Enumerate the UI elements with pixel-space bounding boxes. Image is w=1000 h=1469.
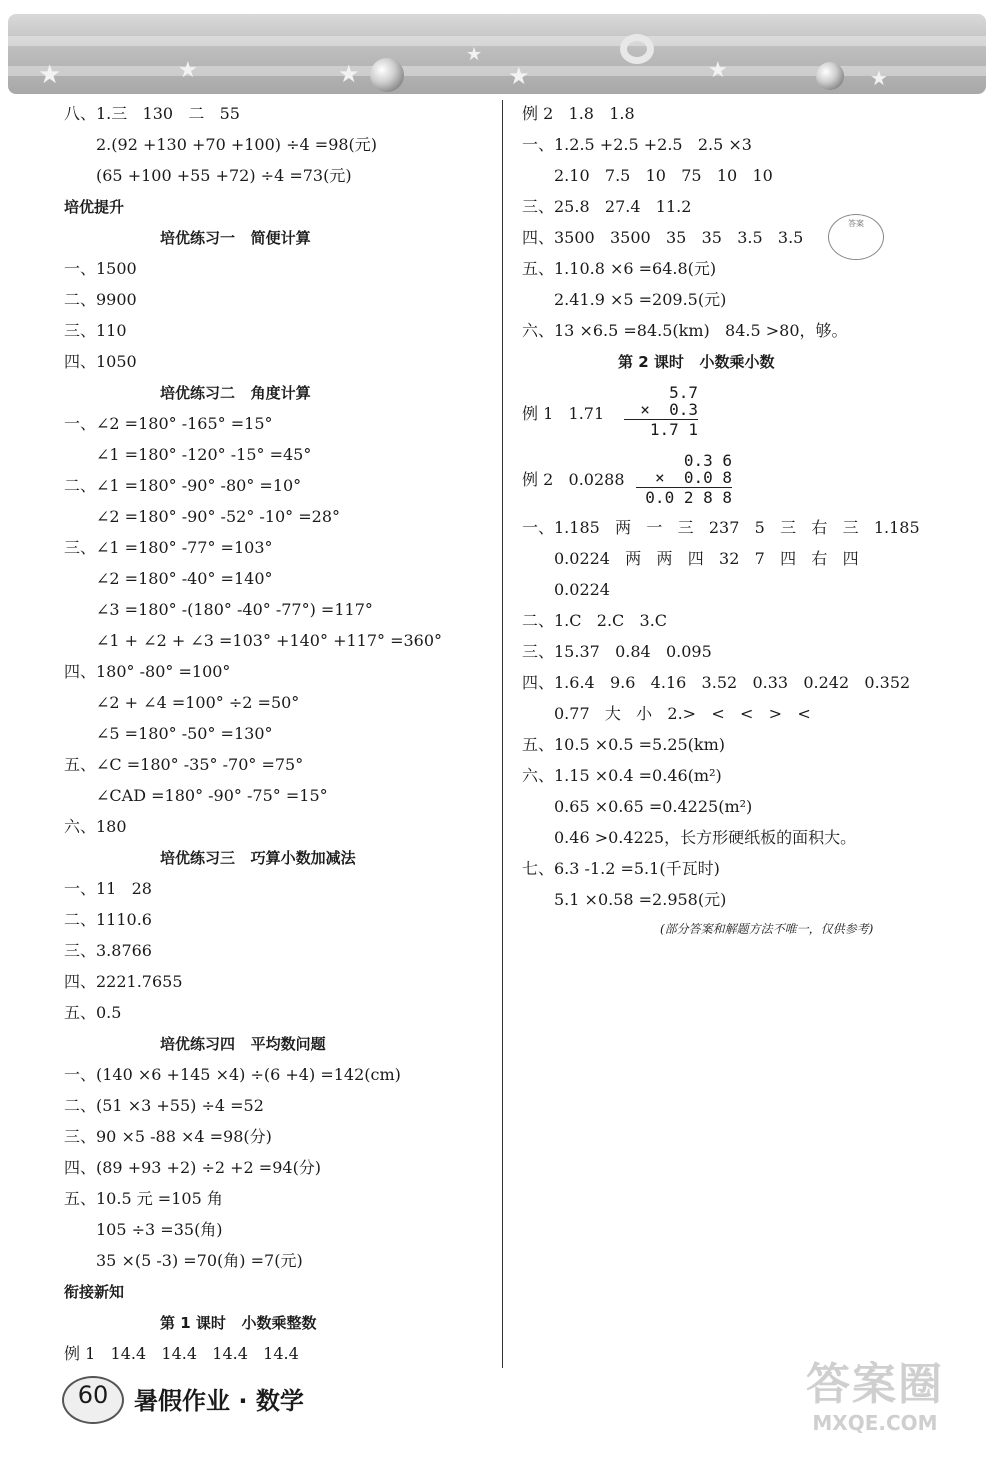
answer-line: 二、(51 ×3 +55) ÷4 =52 [64, 1096, 264, 1115]
answer-line: 2.(92 +130 +70 +100) ÷4 =98(元) [96, 135, 378, 154]
section-title: 培优提升 [64, 198, 125, 216]
answer-line: 一、1.2.5 +2.5 +2.5 2.5 ×3 [522, 135, 752, 154]
beach-ball-icon [370, 58, 404, 92]
product: 0.0 2 8 8 [645, 488, 732, 507]
product: 1.7 1 [649, 420, 698, 439]
example-2-label: 例 2 0.0288 [522, 470, 625, 489]
answer-line: 2.41.9 ×5 =209.5(元) [554, 290, 727, 309]
section-heading: 第 1 课时 小数乘整数 [160, 1314, 317, 1332]
watermark-small: MXQE.COM [812, 1411, 938, 1435]
answer-line: 例 2 1.8 1.8 [522, 104, 635, 123]
answer-line: 六、180 [64, 817, 127, 836]
answer-line: 五、10.5 元 =105 角 [64, 1189, 223, 1208]
star-icon: ★ [708, 58, 728, 83]
answer-line: (65 +100 +55 +72) ÷4 =73(元) [96, 166, 352, 185]
swim-ring-icon [620, 34, 654, 64]
answer-line: 三、∠1 =180° -77° =103° [64, 538, 273, 557]
section-title: 衔接新知 [64, 1283, 125, 1301]
section-heading: 第 2 课时 小数乘小数 [618, 353, 775, 371]
stamp-label: 答案 [848, 219, 864, 228]
answer-line: 2.10 7.5 10 75 10 10 [554, 166, 773, 185]
answer-line: 六、13 ×6.5 =84.5(km) 84.5 >80，够。 [522, 321, 848, 340]
watermark-big: 答案圈 [806, 1359, 944, 1410]
star-icon: ★ [508, 62, 530, 90]
star-icon: ★ [338, 60, 360, 88]
answer-line: 四、3500 3500 35 35 3.5 3.5 [522, 228, 804, 247]
star-icon: ★ [178, 58, 198, 83]
answer-line: 六、1.15 ×0.4 =0.46(m²) [522, 766, 722, 785]
answer-line: ∠2 + ∠4 =100° ÷2 =50° [96, 693, 300, 712]
answer-line: 一、1500 [64, 259, 137, 278]
answer-line: 0.0224 [554, 580, 610, 599]
answer-line: 一、1.185 两 一 三 237 5 三 右 三 1.185 [522, 518, 920, 537]
multiplicand: 5.7 [669, 383, 698, 402]
answer-line: 三、25.8 27.4 11.2 [522, 197, 692, 216]
answer-line: 例 1 14.4 14.4 14.4 14.4 [64, 1344, 299, 1363]
answer-line: 105 ÷3 =35(角) [96, 1220, 223, 1239]
answer-line: 三、3.8766 [64, 941, 152, 960]
answer-line: ∠1 =180° -120° -15° =45° [96, 445, 312, 464]
page-number-badge [62, 1376, 124, 1424]
answer-line: 四、2221.7655 [64, 972, 183, 991]
section-heading: 培优练习一 简便计算 [160, 229, 311, 247]
answer-line: 七、6.3 -1.2 =5.1(千瓦时) [522, 859, 720, 878]
star-icon: ★ [38, 60, 62, 90]
example-2-vertical-multiplication [636, 452, 732, 506]
multiplicand: 0.3 6 [683, 451, 732, 470]
answer-line: 一、11 28 [64, 879, 152, 898]
answer-line: 二、1110.6 [64, 910, 152, 929]
example-1-label: 例 1 1.71 [522, 404, 605, 423]
answer-line: 四、1.6.4 9.6 4.16 3.52 0.33 0.242 0.352 [522, 673, 911, 692]
answer-line: 0.77 大 小 2.> < < > < [554, 704, 811, 723]
answer-line: 五、1.10.8 ×6 =64.8(元) [522, 259, 717, 278]
answer-line: ∠2 =180° -90° -52° -10° =28° [96, 507, 341, 526]
example-1-vertical-multiplication [624, 384, 698, 438]
answer-line: ∠3 =180° -(180° -40° -77°) =117° [96, 600, 373, 619]
star-icon: ★ [870, 66, 888, 90]
answer-line: 0.46 >0.4225，长方形硬纸板的面积大。 [554, 828, 857, 847]
watermark-logo [780, 1359, 970, 1439]
section-heading: 培优练习二 角度计算 [160, 384, 311, 402]
answer-line: 0.0224 两 两 四 32 7 四 右 四 [554, 549, 859, 568]
beach-ball-icon [816, 62, 844, 90]
multiplier: × 0.3 [640, 400, 698, 419]
answer-line: 二、9900 [64, 290, 137, 309]
answer-line: 四、180° -80° =100° [64, 662, 231, 681]
section-heading: 培优练习四 平均数问题 [160, 1035, 326, 1053]
answer-line: 三、90 ×5 -88 ×4 =98(分) [64, 1127, 272, 1146]
answer-line: 五、∠C =180° -35° -70° =75° [64, 755, 304, 774]
answer-line: 三、15.37 0.84 0.095 [522, 642, 712, 661]
answer-line: ∠2 =180° -40° =140° [96, 569, 273, 588]
answer-line: 5.1 ×0.58 =2.958(元) [554, 890, 727, 909]
answer-line: ∠CAD =180° -90° -75° =15° [96, 786, 328, 805]
answer-line: 四、1050 [64, 352, 137, 371]
column-divider [502, 100, 503, 1368]
answer-line: 35 ×(5 -3) =70(角) =7(元) [96, 1251, 303, 1270]
answer-line: 一、(140 ×6 +145 ×4) ÷(6 +4) =142(cm) [64, 1065, 401, 1084]
banner-wave [8, 36, 986, 46]
answer-line: 二、∠1 =180° -90° -80° =10° [64, 476, 302, 495]
star-icon: ★ [466, 44, 483, 65]
answer-line: 四、(89 +93 +2) ÷2 +2 =94(分) [64, 1158, 322, 1177]
answer-line: ∠1 + ∠2 + ∠3 =103° +140° +117° =360° [96, 631, 443, 650]
answer-line: 五、10.5 ×0.5 =5.25(km) [522, 735, 726, 754]
answer-line: 八、1.三 130 二 55 [64, 104, 240, 123]
answer-line: 五、0.5 [64, 1003, 122, 1022]
footer-title: 暑假作业 · 数学 [134, 1387, 304, 1415]
answer-line: 二、1.C 2.C 3.C [522, 611, 668, 630]
answer-line: ∠5 =180° -50° =130° [96, 724, 273, 743]
answer-line: 一、∠2 =180° -165° =15° [64, 414, 273, 433]
reference-note: (部分答案和解题方法不唯一，仅供参考) [660, 922, 874, 936]
answer-line: 0.65 ×0.65 =0.4225(m²) [554, 797, 753, 816]
section-heading: 培优练习三 巧算小数加减法 [160, 849, 356, 867]
stamp-seal [828, 214, 884, 260]
header-banner [8, 14, 986, 94]
answer-line: 三、110 [64, 321, 127, 340]
multiplier: × 0.0 8 [654, 468, 732, 487]
page-number: 60 [77, 1381, 109, 1409]
